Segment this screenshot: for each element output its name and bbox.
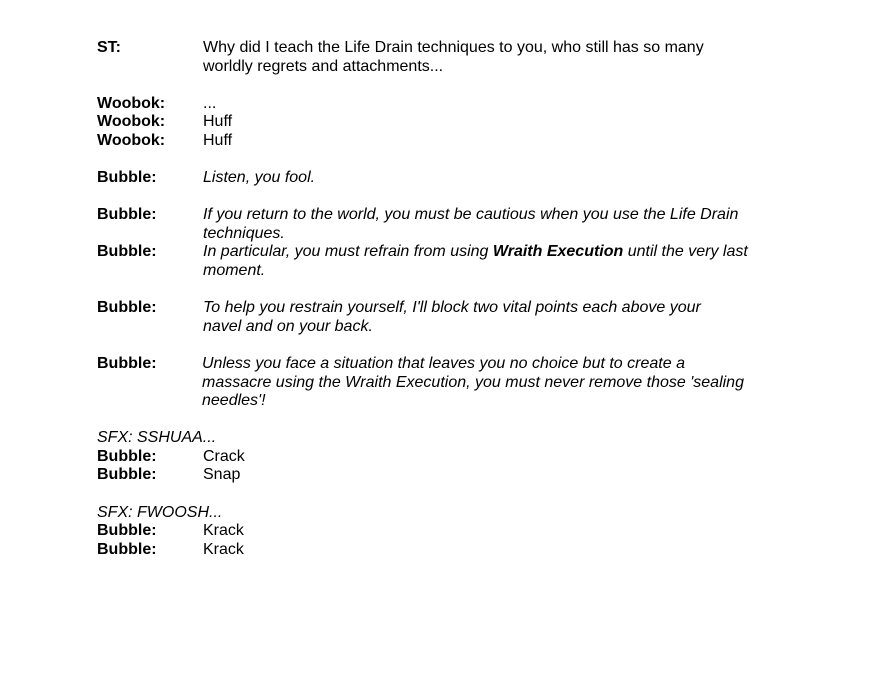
speaker-label: Bubble: (97, 299, 157, 316)
speaker-label: Woobok: (97, 95, 166, 112)
dialogue-text: Huff (203, 113, 233, 130)
dialogue-text: Listen, you fool. (203, 169, 316, 186)
speaker-label: Woobok: (97, 113, 166, 130)
dialogue-text-pre: In particular, you must refrain from using (203, 243, 493, 260)
dialogue-text: needles'! (202, 392, 266, 409)
dialogue-text: moment. (203, 262, 266, 279)
dialogue-text: ... (203, 95, 217, 112)
dialogue-text: Krack (203, 522, 244, 539)
dialogue-text: Huff (203, 132, 233, 149)
dialogue-text: If you return to the world, you must be cautious when you use the Life Drain (203, 206, 739, 223)
speaker-label: Bubble: (97, 243, 157, 260)
speaker-label: Woobok: (97, 132, 166, 149)
speaker-label: Bubble: (97, 206, 157, 223)
dialogue-text: massacre using the Wraith Execution, you must never remove those 'sealing (202, 374, 744, 391)
technique-name: Wraith Execution (492, 243, 624, 260)
speaker-label: Bubble: (97, 448, 157, 465)
dialogue-text: Crack (203, 448, 245, 465)
sfx-text: SFX: SSHUAA... (97, 429, 217, 446)
sfx-text: SFX: FWOOSH... (97, 504, 223, 521)
speaker-label: Bubble: (97, 522, 157, 539)
dialogue-text: Snap (203, 466, 241, 483)
dialogue-text: To help you restrain yourself, I'll block two vital points each above your (203, 299, 701, 316)
dialogue-text: Krack (203, 541, 244, 558)
dialogue-text: techniques. (203, 225, 285, 242)
speaker-label: Bubble: (97, 466, 157, 483)
speaker-label: Bubble: (97, 355, 157, 372)
speaker-label: ST: (97, 39, 121, 56)
dialogue-text: Unless you face a situation that leaves you no choice but to create a (202, 355, 685, 372)
speaker-label: Bubble: (97, 169, 157, 186)
dialogue-text: Why did I teach the Life Drain techniques to you, who still has so many (203, 39, 704, 56)
dialogue-text: worldly regrets and attachments... (203, 58, 444, 75)
dialogue-text-post: until the very last (623, 243, 748, 260)
dialogue-text (203, 242, 748, 261)
speaker-label: Bubble: (97, 541, 157, 558)
dialogue-text: navel and on your back. (203, 318, 373, 335)
